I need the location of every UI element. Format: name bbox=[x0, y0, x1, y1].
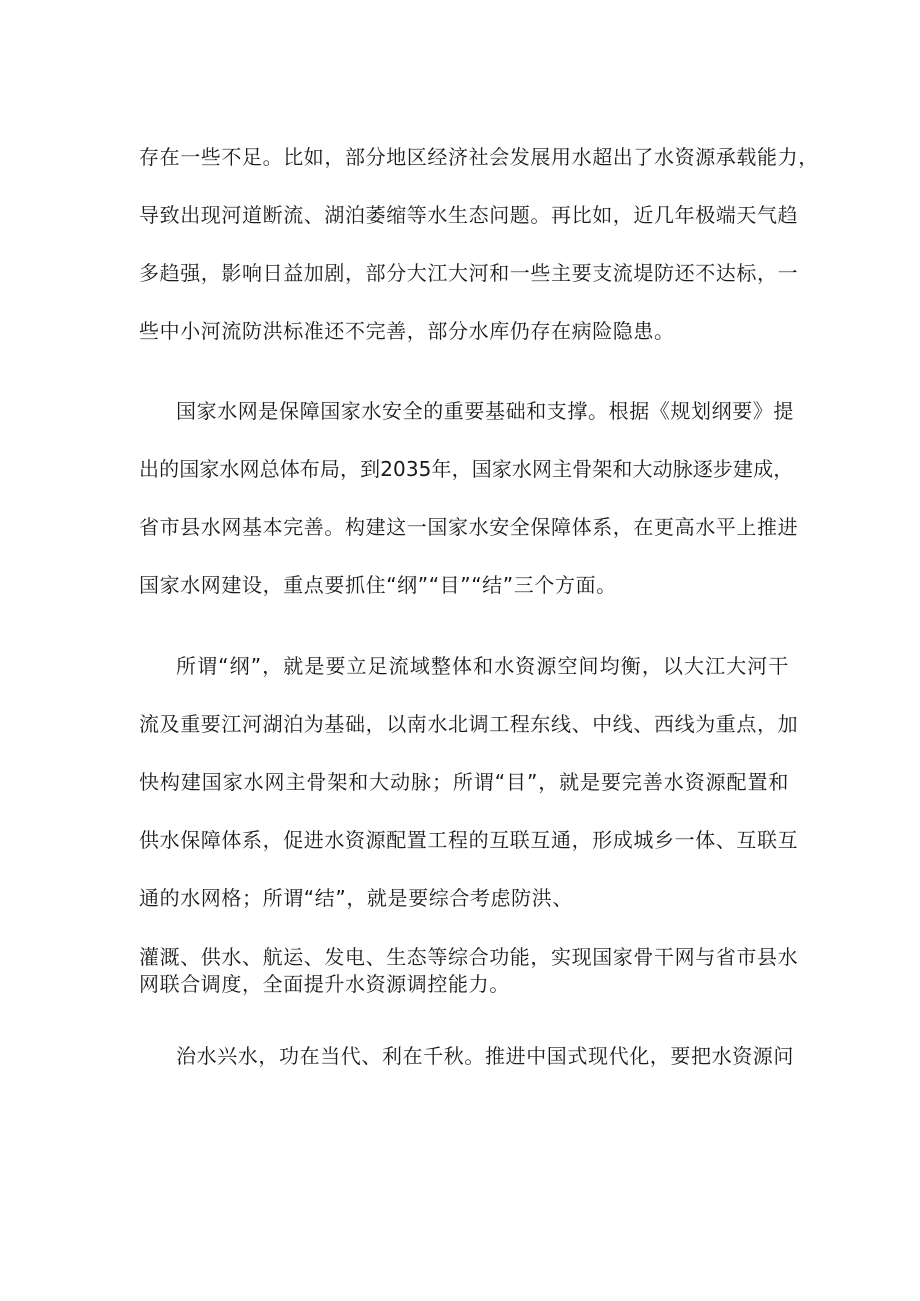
text-line: 灌溉、供水、航运、发电、生态等综合功能，实现国家骨干网与省市县水 bbox=[139, 945, 799, 969]
text-line: 些中小河流防洪标准还不完善，部分水库仍存在病险隐患。 bbox=[139, 319, 675, 343]
text-line: 快构建国家水网主骨架和大动脉；所谓“目”，就是要完善水资源配置和 bbox=[139, 770, 789, 794]
text-line: 存在一些不足。比如，部分地区经济社会发展用水超出了水资源承载能力， bbox=[139, 145, 819, 169]
text-line: 多趋强，影响日益加剧，部分大江大河和一些主要支流堤防还不达标，一 bbox=[139, 261, 799, 285]
text-line: 所谓“纲”，就是要立足流域整体和水资源空间均衡，以大江大河干 bbox=[176, 654, 789, 678]
text-line: 导致出现河道断流、湖泊萎缩等水生态问题。再比如，近几年极端天气趋 bbox=[139, 203, 799, 227]
text-line: 网联合调度，全面提升水资源调控能力。 bbox=[139, 972, 510, 996]
text-line: 出的国家水网总体布局，到2035年，国家水网主骨架和大动脉逐步建成， bbox=[139, 457, 794, 481]
text-line: 流及重要江河湖泊为基础，以南水北调工程东线、中线、西线为重点，加 bbox=[139, 712, 799, 736]
text-line: 治水兴水，功在当代、利在千秋。推进中国式现代化，要把水资源问 bbox=[176, 1044, 794, 1068]
text-line: 通的水网格；所谓“结”，就是要综合考虑防洪、 bbox=[139, 886, 573, 910]
text-line: 国家水网是保障国家水安全的重要基础和支撑。根据《规划纲要》提 bbox=[176, 399, 794, 423]
text-line: 国家水网建设，重点要抓住“纲”“目”“结”三个方面。 bbox=[139, 573, 617, 597]
text-line: 省市县水网基本完善。构建这一国家水安全保障体系，在更高水平上推进 bbox=[139, 515, 799, 539]
text-line: 供水保障体系，促进水资源配置工程的互联互通，形成城乡一体、互联互 bbox=[139, 828, 799, 852]
